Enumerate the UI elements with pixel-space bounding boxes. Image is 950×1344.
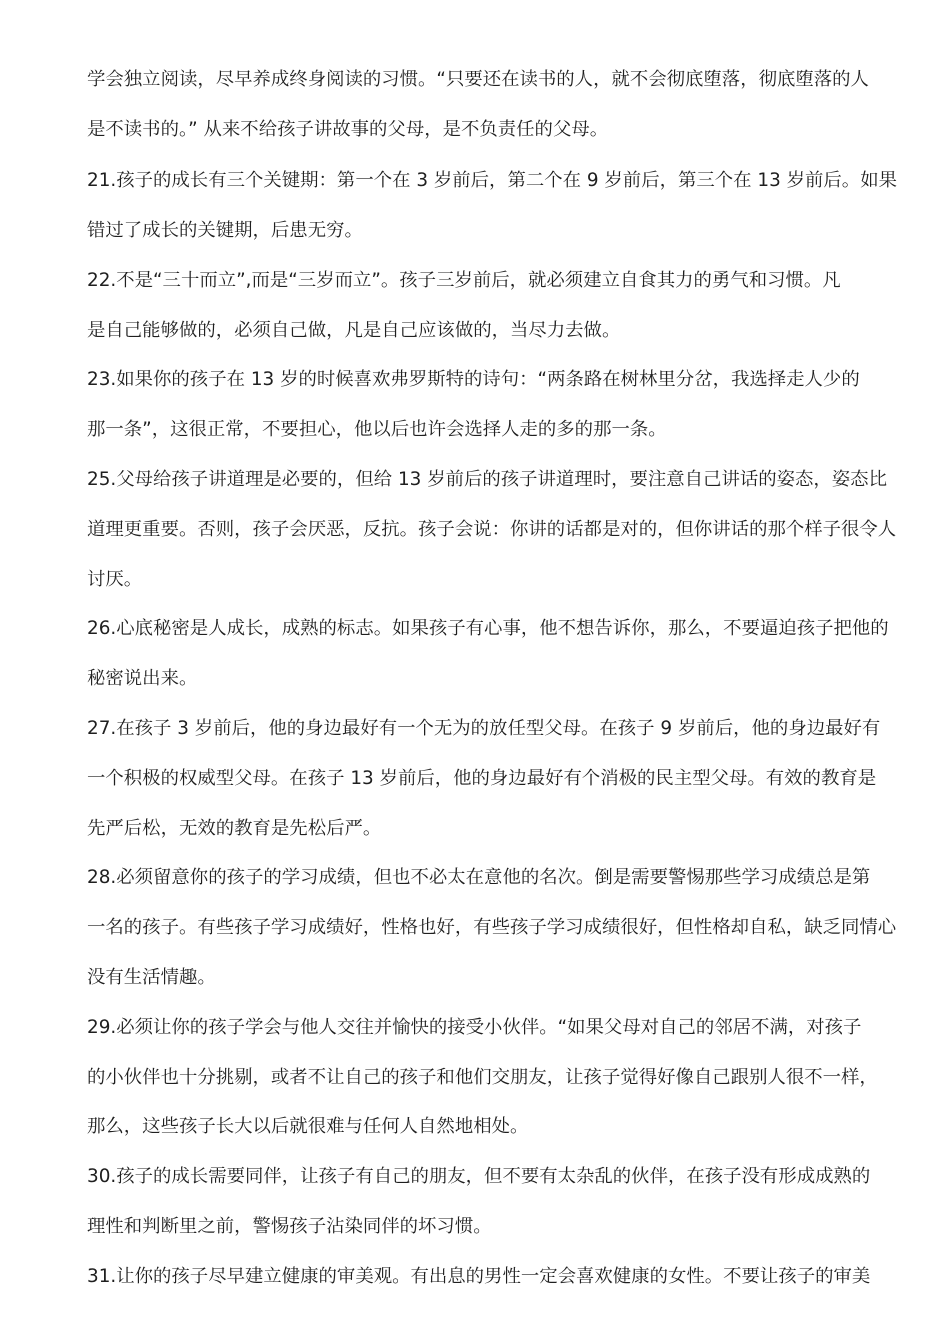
text-line: 一个积极的权威型父母。在孩子 13 岁前后，他的身边最好有个消极的民主型父母。有效的教育是	[87, 768, 877, 789]
text-line: 是自己能够做的，必须自己做，凡是自己应该做的，当尽力去做。	[87, 320, 621, 341]
text-line: 道理更重要。否则，孩子会厌恶，反抗。孩子会说：你讲的话都是对的，但你讲话的那个样子很令人	[87, 519, 897, 540]
text-line: 22.不是“三十而立”,而是“三岁而立”。孩子三岁前后，就必须建立自食其力的勇气和习惯。凡	[87, 270, 841, 291]
text-line: 27.在孩子 3 岁前后，他的身边最好有一个无为的放任型父母。在孩子 9 岁前后，他的身边最好有	[87, 718, 881, 739]
text-line: 没有生活情趣。	[87, 967, 216, 988]
text-line: 30.孩子的成长需要同伴，让孩子有自己的朋友，但不要有太杂乱的伙伴，在孩子没有形成成熟的	[87, 1166, 871, 1187]
text-line: 先严后松，无效的教育是先松后严。	[87, 818, 382, 839]
text-line: 25.父母给孩子讲道理是必要的，但给 13 岁前后的孩子讲道理时，要注意自己讲话的姿态，姿态比	[87, 469, 887, 490]
text-line: 23.如果你的孩子在 13 岁的时候喜欢弗罗斯特的诗句：“两条路在树林里分岔，我选择走人少的	[87, 369, 860, 390]
text-line: 错过了成长的关键期，后患无穷。	[87, 220, 363, 241]
text-line: 是不读书的。” 从来不给孩子讲故事的父母，是不负责任的父母。	[87, 119, 609, 140]
text-line: 的小伙伴也十分挑剔，或者不让自己的孩子和他们交朋友，让孩子觉得好像自己跟别人很不一样，	[87, 1067, 878, 1088]
text-line: 那一条”，这很正常，不要担心，他以后也许会选择人走的多的那一条。	[87, 419, 667, 440]
text-line: 学会独立阅读，尽早养成终身阅读的习惯。“只要还在读书的人，就不会彻底堕落，彻底堕落的人	[87, 69, 869, 90]
text-line: 一名的孩子。有些孩子学习成绩好，性格也好，有些孩子学习成绩很好，但性格却自私，缺乏同情心	[87, 917, 897, 938]
text-line: 那么，这些孩子长大以后就很难与任何人自然地相处。	[87, 1116, 529, 1137]
text-line: 理性和判断里之前，警惕孩子沾染同伴的坏习惯。	[87, 1216, 492, 1237]
text-line: 21.孩子的成长有三个关键期：第一个在 3 岁前后，第二个在 9 岁前后，第三个在 13 岁前后。如果	[87, 170, 897, 191]
text-line: 28.必须留意你的孩子的学习成绩，但也不必太在意他的名次。倒是需要警惕那些学习成绩总是第	[87, 867, 871, 888]
text-line: 29.必须让你的孩子学会与他人交往并愉快的接受小伙伴。“如果父母对自己的邻居不满，对孩子	[87, 1017, 862, 1038]
text-line: 31.让你的孩子尽早建立健康的审美观。有出息的男性一定会喜欢健康的女性。不要让孩子的审美	[87, 1266, 871, 1287]
text-line: 秘密说出来。	[87, 668, 198, 689]
text-line: 26.心底秘密是人成长，成熟的标志。如果孩子有心事，他不想告诉你，那么，不要逼迫孩子把他的	[87, 618, 889, 639]
text-line: 讨厌。	[87, 569, 143, 590]
